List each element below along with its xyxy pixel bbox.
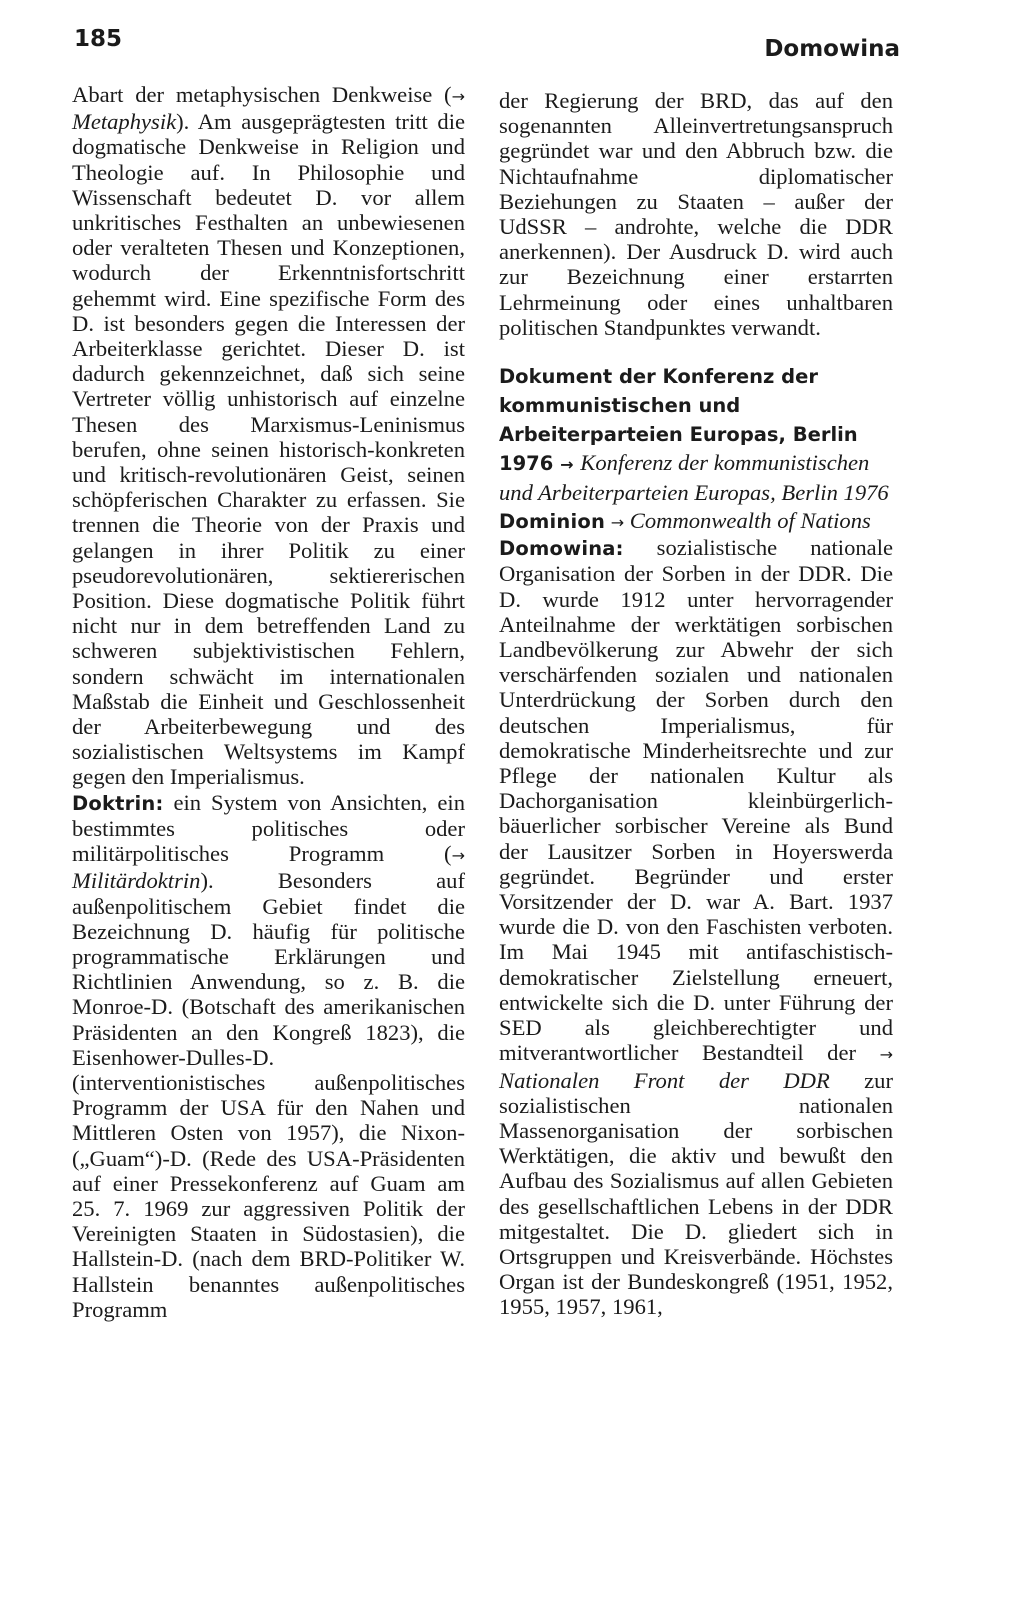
headword: Dokument der Konferenz der kommunistischen und Arbeiterparteien Europas, Berlin 1976 → Konferenz der kommunistischen und Arbeiterparteien Europas, Berlin 1976: [499, 365, 889, 506]
arrow-icon: →: [451, 87, 465, 106]
entry-dokument: [499, 362, 893, 508]
page-number: 185: [74, 26, 123, 52]
cross-reference: Commonwealth of Nations: [629, 508, 871, 534]
cross-reference: Metaphysik: [72, 109, 177, 135]
text: sozialistische nationale Organisation der Sorben in der DDR. Die D. wurde 1912 unter hervorragender Anteilnahme der werktätigen sorbischen Landbevölkerung zur Abwehr der sich verschärfenden sozialen und nationalen Unterdrückung der Sorben durch den deutschen Imperialismus, für demokratische Minderheitsrechte und zur Pflege der nationalen Kultur als Dachorganisation kleinbürgerlich-bäuerlicher sorbischer Vereine als Bund der Lausitzer Sorben in Hoyerswerda gegründet. Begründer und erster Vorsitzender der D. war A. Bart. 1937 wurde die D. von den Faschisten verboten. Im Mai 1945 mit antifaschistisch-demokratischer Zielstellung erneuert, entwickelte sich die D. unter Führung der SED als gleichberechtigter und mitverantwortlicher Bestandteil der: [499, 535, 893, 1066]
headword: Doktrin:: [72, 791, 164, 815]
headword: Domowina:: [499, 537, 624, 561]
entry-dominion: [499, 508, 893, 535]
cross-reference: Militärdoktrin: [72, 868, 201, 894]
cross-reference: Konferenz der kommunistischen und Arbeiterparteien Europas, Berlin 1976: [499, 450, 889, 506]
headword: Dominion: [499, 510, 606, 534]
entry-doktrin: [72, 790, 465, 1322]
entry-domowina: [499, 535, 893, 1319]
dogmatismus-continuation: [72, 82, 465, 790]
arrow-icon: →: [610, 513, 625, 533]
left-column: [72, 82, 465, 1322]
doktrin-continuation: der Regierung der BRD, das auf den sogenannten Alleinvertretungsanspruch gegründet war und den Abbruch bzw. die Nichtaufnahme diplomatischer Beziehungen zu Staaten – außer der UdSSR – androhte, welche die DDR anerkennen). Der Ausdruck D. wird auch zur Bezeichnung einer erstarrten Lehrmeinung oder eines unhaltbaren politischen Standpunktes verwandt.: [499, 88, 893, 340]
arrow-icon: →: [560, 455, 574, 475]
text: zur sozialistischen nationalen Massenorganisation der sorbischen Werktätigen, die aktiv und bewußt den Aufbau des Sozialismus auf allen Gebieten des gesellschaftlichen Lebens in der DDR mitgestaltet. Die D. gliedert sich in Ortsgruppen und Kreisverbände. Höchstes Organ ist der Bundeskongreß (1951, 1952, 1955, 1957, 1961,: [499, 1067, 894, 1320]
running-head: Domowina: [764, 36, 900, 62]
text: ). Besonders auf außenpolitischem Gebiet findet die Bezeichnung D. häufig für politische programmatische Erklärungen und Richtlinien Anwendung, so z. B. die Monroe-D. (Botschaft des amerikanischen Präsidenten an den Kongreß 1823), die Eisenhower-Dulles-D. (interventionistisches außenpolitisches Programm der USA für den Nahen und Mittleren Osten von 1957), die Nixon-(„Guam“)-D. (Rede des USA-Präsidenten auf einer Pressekonferenz auf Guam am 25. 7. 1969 zur aggressiven Politik der Vereinigten Staaten in Südostasien), die Hallstein-D. (nach dem BRD-Politiker W. Hallstein benanntes außenpolitisches Programm: [72, 868, 465, 1322]
text: ). Am ausgeprägtesten tritt die dogmatische Denkweise in Religion und Theologie auf. In Philosophie und Wissenschaft bedeutet D. vor allem unkritisches Festhalten an unbewiesenen oder veralteten Thesen und Konzeptionen, wodurch der Erkenntnisfortschritt gehemmt wird. Eine spezifische Form des D. ist besonders gegen die Interessen der Arbeiterklasse gerichtet. Dieser D. ist dadurch gekennzeichnet, daß sich seine Vertreter völlig unhistorisch auf einzelne Thesen des Marxismus-Leninismus berufen, ohne seinen historisch-konkreten und kritisch-revolutionären Geist, seinen schöpferischen Charakter zu erfassen. Sie trennen die Theorie von der Praxis und gelangen in ihrer Politik zu einer pseudorevolutionären, sektiererischen Position. Diese dogmatische Politik führt nicht nur in dem betreffenden Land zu schweren subjektivistischen Fehlern, sondern schwächt im internationalen Maßstab die Einheit und Geschlossenheit der Arbeiterbewegung und des sozialistischen Weltsystems im Kampf gegen den Imperialismus.: [72, 109, 465, 790]
text: Abart der metaphysischen Denkweise (: [72, 82, 452, 107]
arrow-icon: →: [451, 846, 465, 866]
arrow-icon: →: [879, 1045, 893, 1065]
text: ein System von Ansichten, ein bestimmtes politisches oder militärpolitisches Programm (: [72, 789, 465, 867]
right-column: [499, 88, 893, 1320]
cross-reference: Nationalen Front der DDR: [499, 1067, 830, 1093]
